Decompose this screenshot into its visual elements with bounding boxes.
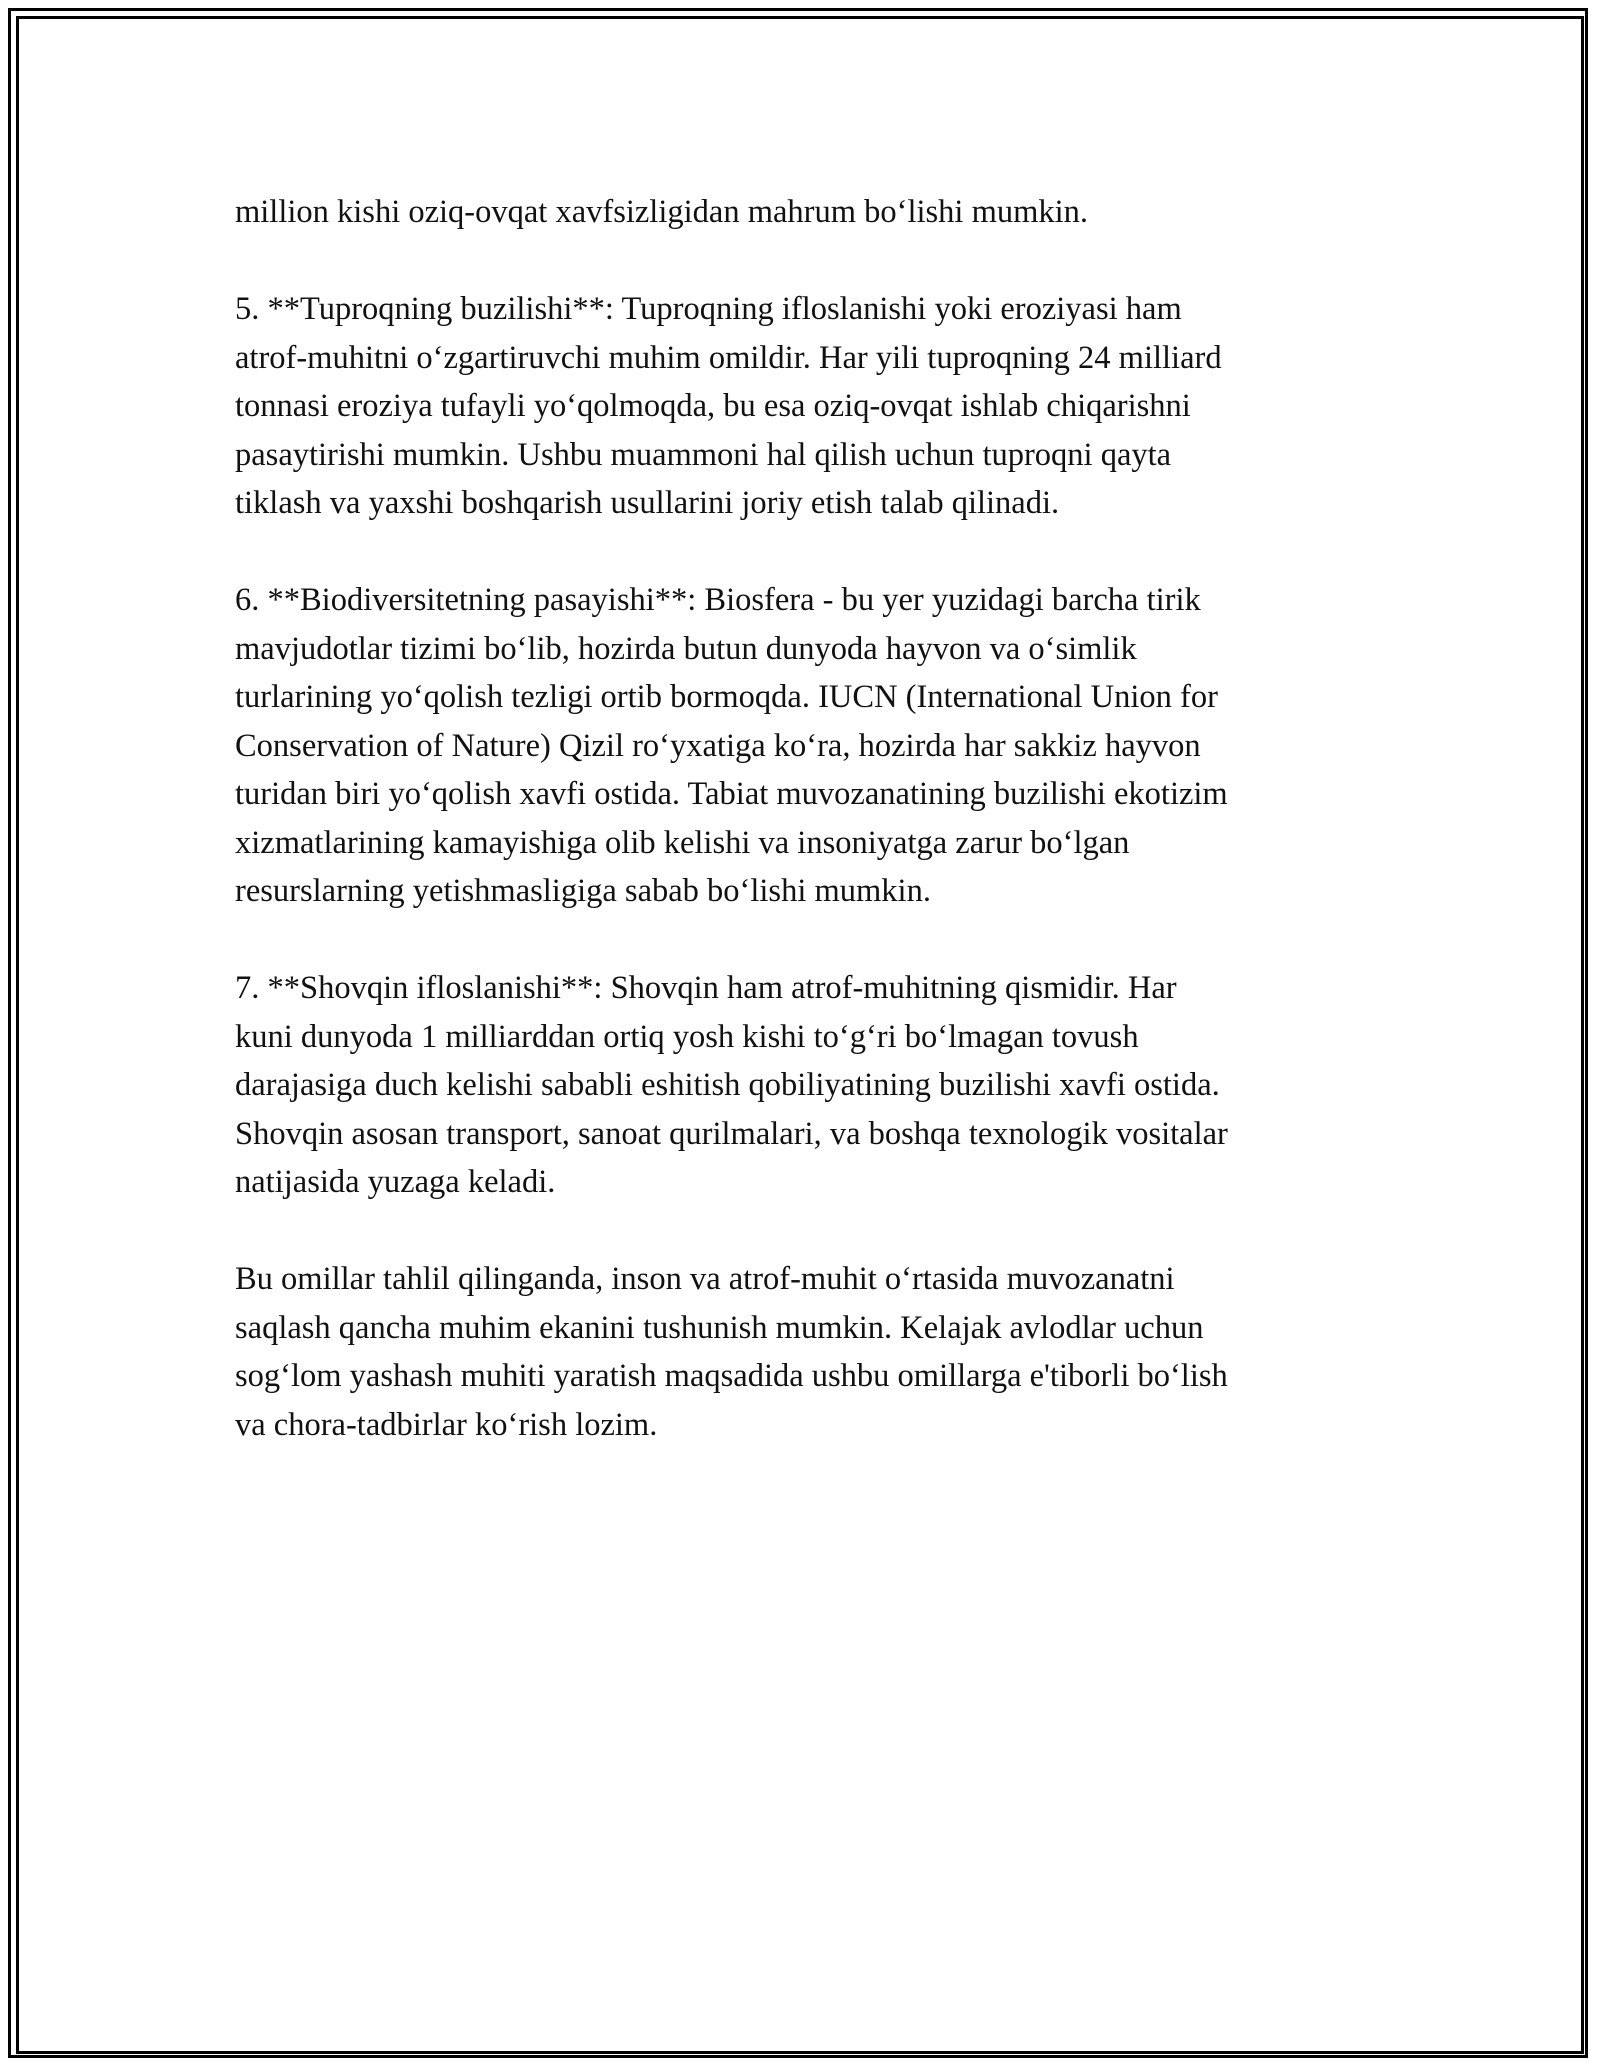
paragraph-continuation: million kishi oziq-ovqat xavfsizligidan mahrum bo‘lishi mumkin. [235, 194, 1089, 230]
paragraph-biodiversity-decline: 6. **Biodiversitetning pasayishi**: Biosfera - bu yer yuzidagi barcha tirik mavjudotlar tizimi bo‘lib, hozirda butun dunyoda hayvon va o‘simlik turlarining yo‘qolish tezligi ortib bormoqda. IUCN (International Union for Conservation of Nature) Qizil ro‘yxatiga ko‘ra, hozirda har sakkiz hayvon turidan biri yo‘qolish xavfi ostida. Tabiat muvozanatining buzilishi ekotizim xizmatlarining kamayishiga olib kelishi va insoniyatga zarur bo‘lgan resurslarning yetishmasligiga sabab bo‘lishi mumkin. [235, 582, 1228, 909]
paragraph-noise-pollution: 7. **Shovqin ifloslanishi**: Shovqin ham atrof-muhitning qismidir. Har kuni dunyoda 1 milliarddan ortiq yosh kishi to‘g‘ri bo‘lmagan tovush darajasiga duch kelishi sababli eshitish qobiliyatining buzilishi xavfi ostida. Shovqin asosan transport, sanoat qurilmalari, va boshqa texnologik vositalar natijasida yuzaga keladi. [235, 970, 1228, 1200]
paragraph-conclusion: Bu omillar tahlil qilinganda, inson va atrof-muhit o‘rtasida muvozanatni saqlash qancha muhim ekanini tushunish mumkin. Kelajak avlodlar uchun sog‘lom yashash muhiti yaratish maqsadida ushbu omillarga e'tiborli bo‘lish va chora-tadbirlar ko‘rish lozim. [235, 1261, 1228, 1443]
paragraph-soil-degradation: 5. **Tuproqning buzilishi**: Tuproqning ifloslanishi yoki eroziyasi ham atrof-muhitni o‘zgartiruvchi muhim omildir. Har yili tuproqning 24 milliard tonnasi eroziya tufayli yo‘qolmoqda, bu esa oziq-ovqat ishlab chiqarishni pasaytirishi mumkin. Ushbu muammoni hal qilish uchun tuproqni qayta tiklash va yaxshi boshqarish usullarini joriy etish talab qilinadi. [235, 291, 1222, 521]
document-body [235, 188, 1360, 1498]
